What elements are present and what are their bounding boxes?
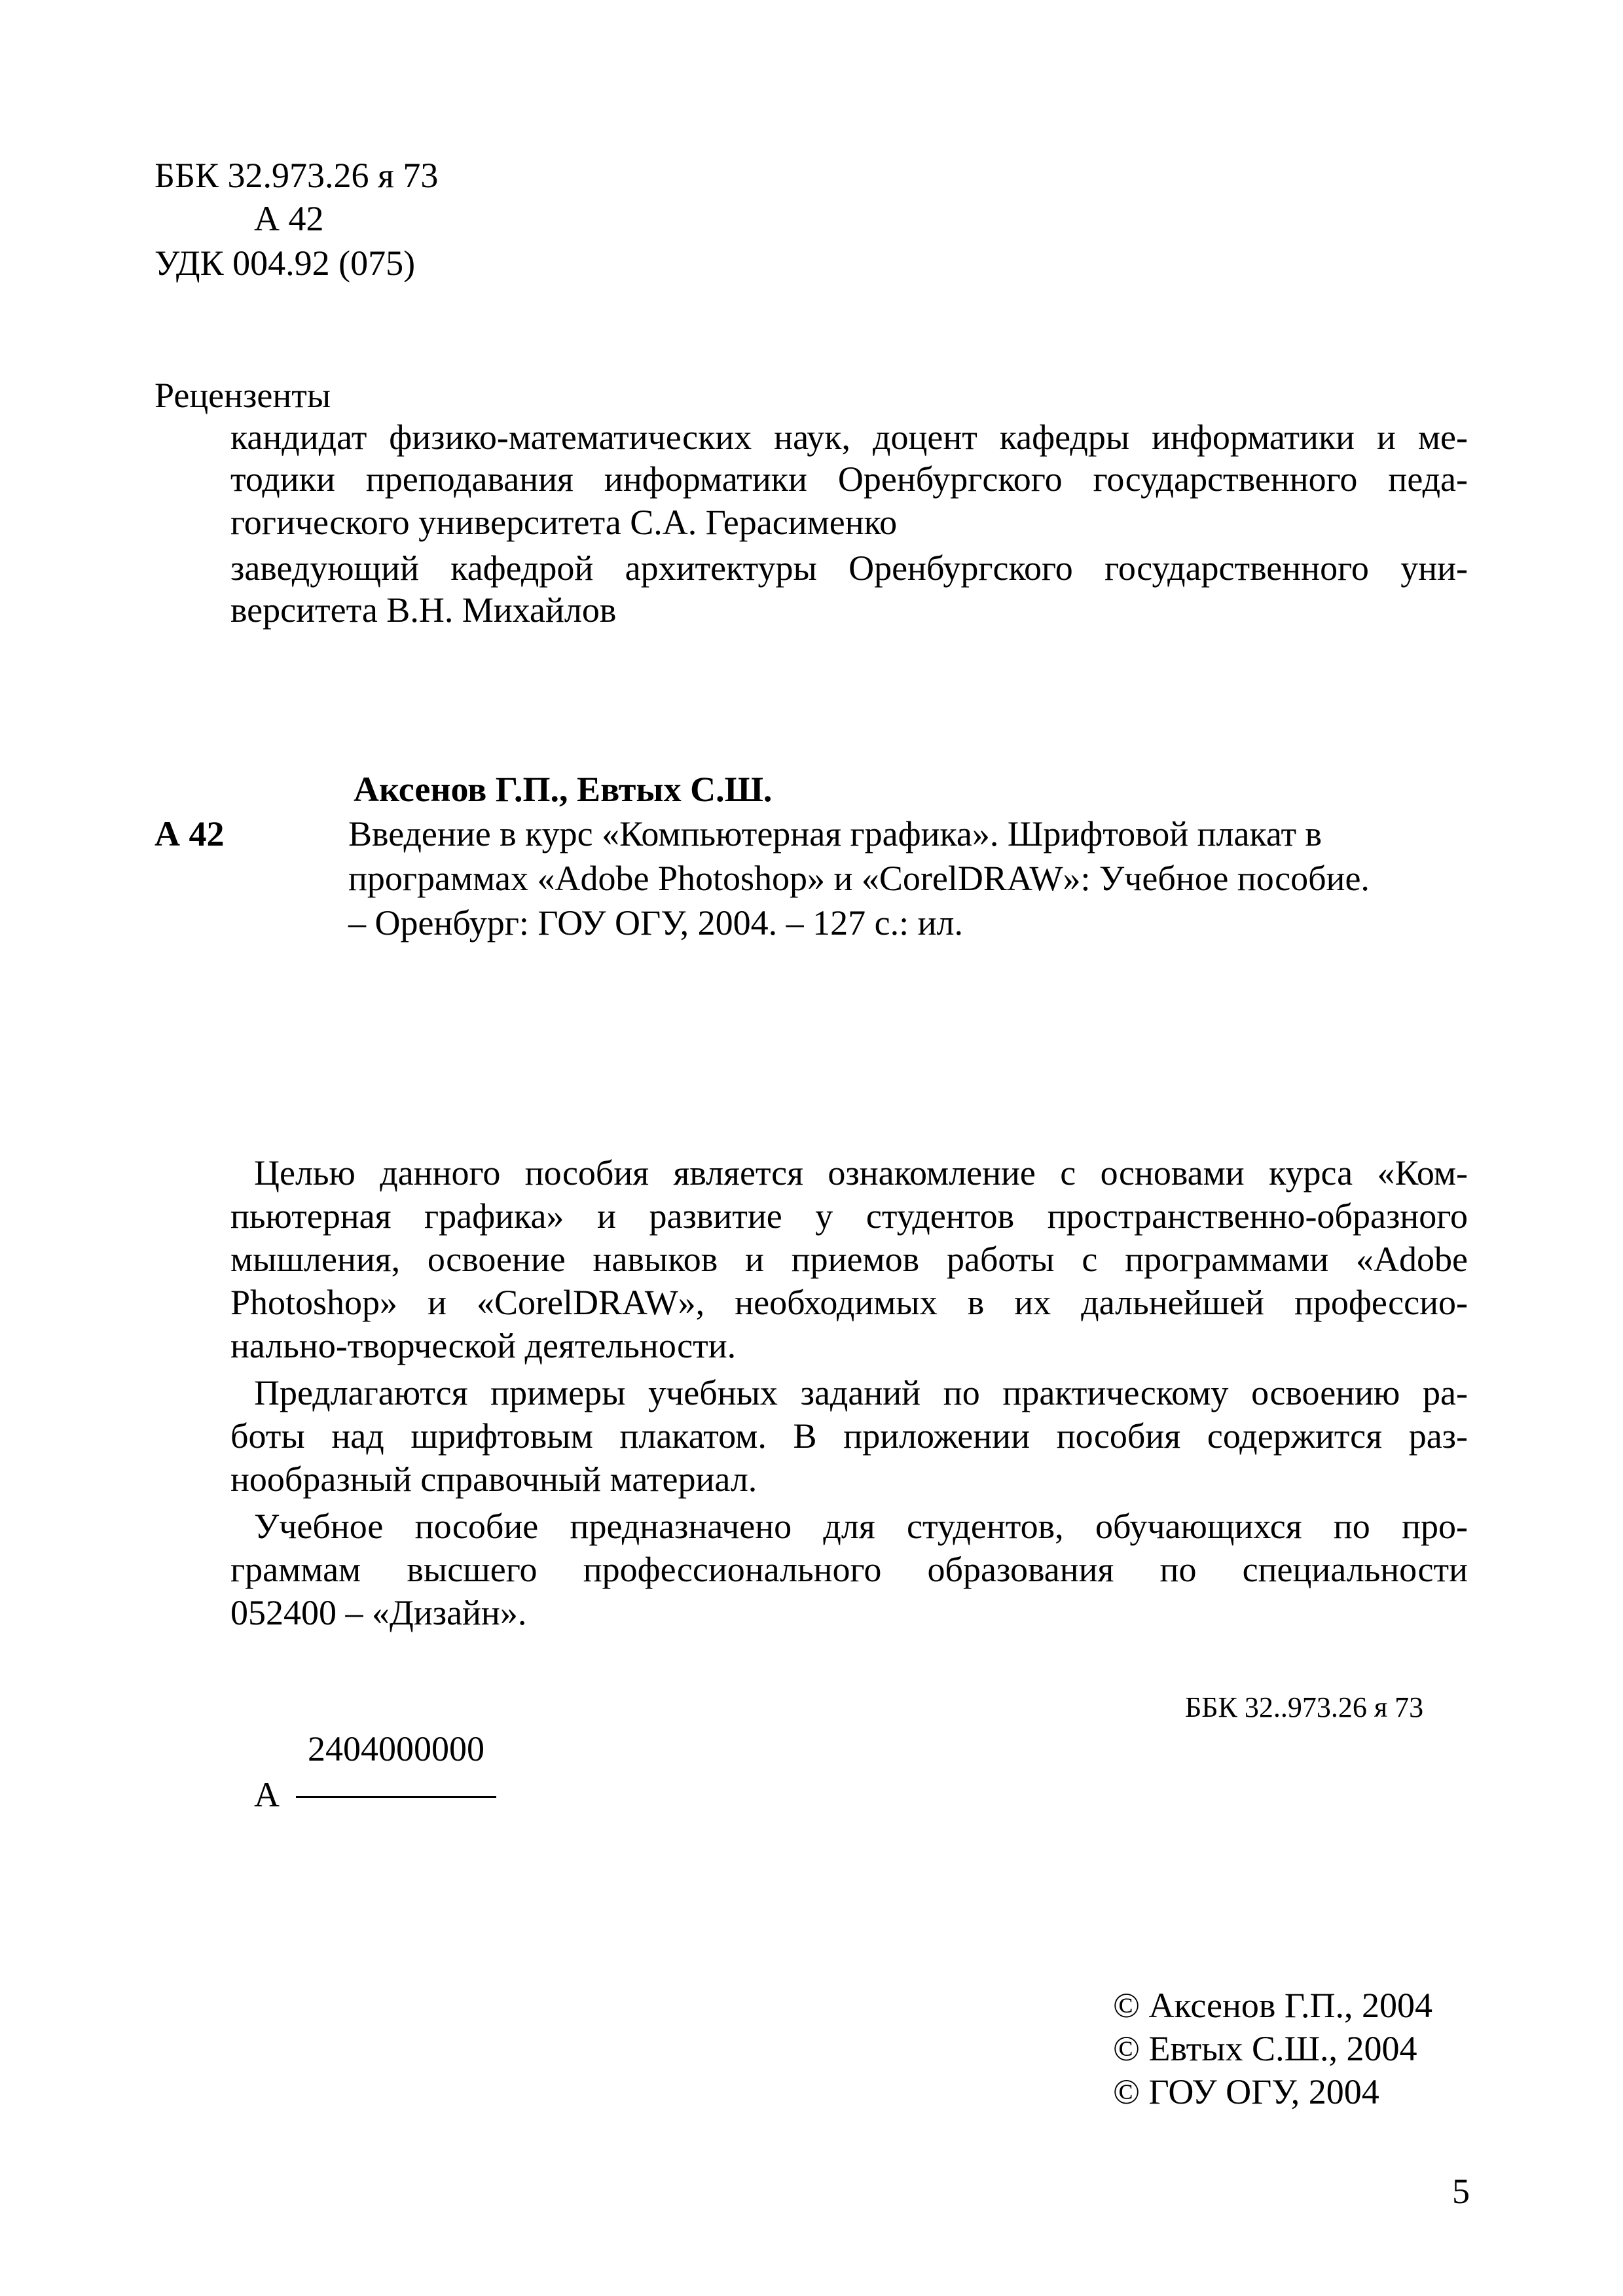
author-mark: А 42 xyxy=(254,199,324,238)
reviewers-line: гогического университета С.А. Герасименко xyxy=(230,503,898,542)
abstract-line: граммам высшего профессионального образования по специальности xyxy=(230,1550,1468,1589)
abstract-line: нально-творческой деятельности. xyxy=(230,1326,737,1365)
reviewers-line: верситета В.Н. Михайлов xyxy=(230,590,617,630)
abstract-line: Учебное пособие предназначено для студентов, обучающихся по про- xyxy=(254,1507,1468,1546)
bibliography-line: Введение в курс «Компьютерная графика». Шрифтовой плакат в xyxy=(348,814,1322,853)
bibliography-mark: А 42 xyxy=(155,814,225,853)
bbk-code: ББК 32.973.26 я 73 xyxy=(155,156,439,195)
reviewers-line: тодики преподавания информатики Оренбургского государственного педа- xyxy=(230,459,1468,499)
abstract-line: 052400 – «Дизайн». xyxy=(230,1593,527,1632)
footer-bbk: ББК 32..973.26 я 73 xyxy=(1185,1691,1424,1723)
index-code-rule xyxy=(296,1796,496,1798)
abstract-line: боты над шрифтовым плакатом. В приложении пособия содержится раз- xyxy=(230,1416,1468,1456)
abstract-line: пьютерная графика» и развитие у студентов пространственно-образного xyxy=(230,1196,1468,1236)
abstract-line: мышления, освоение навыков и приемов работы с программами «Adobe xyxy=(230,1240,1468,1279)
abstract-line: нообразный справочный материал. xyxy=(230,1460,757,1499)
index-code-letter: А xyxy=(254,1775,280,1814)
reviewers-line: заведующий кафедрой архитектуры Оренбургского государственного уни- xyxy=(230,548,1468,588)
page-number: 5 xyxy=(1452,2172,1470,2211)
bibliography-line: – Оренбург: ГОУ ОГУ, 2004. – 127 с.: ил. xyxy=(348,903,963,942)
reviewers-heading: Рецензенты xyxy=(155,376,331,415)
reviewers-line: кандидат физико-математических наук, доцент кафедры информатики и ме- xyxy=(230,418,1468,457)
bibliography-line: программах «Adobe Photoshop» и «CorelDRAW»: Учебное пособие. xyxy=(348,859,1370,898)
abstract-line: Photoshop» и «CorelDRAW», необходимых в их дальнейшей профессио- xyxy=(230,1283,1468,1322)
abstract-line: Предлагаются примеры учебных заданий по практическому освоению ра- xyxy=(254,1373,1468,1412)
copyright-line: © Аксенов Г.П., 2004 xyxy=(1113,1986,1433,2025)
copyright-line: © Евтых С.Ш., 2004 xyxy=(1113,2029,1417,2068)
index-code-number: 2404000000 xyxy=(308,1729,484,1768)
copyright-line: © ГОУ ОГУ, 2004 xyxy=(1113,2072,1379,2111)
udk-code: УДК 004.92 (075) xyxy=(155,243,416,283)
abstract-line: Целью данного пособия является ознакомление с основами курса «Ком- xyxy=(254,1153,1468,1193)
bibliography-authors: Аксенов Г.П., Евтых С.Ш. xyxy=(354,770,773,809)
